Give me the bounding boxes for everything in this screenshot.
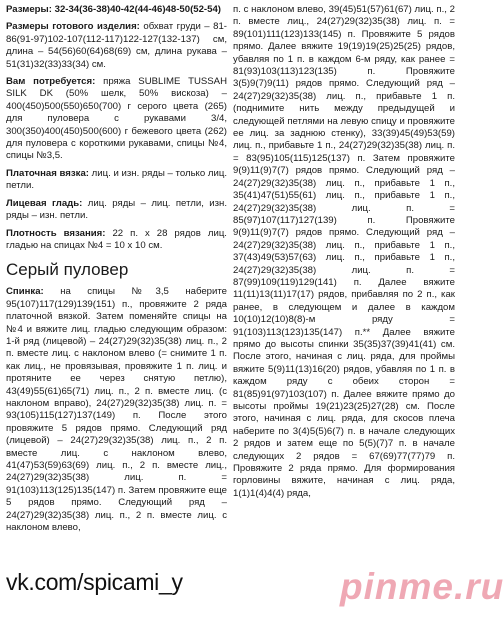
stockinette-value: лиц. ряды – лиц. петли, изн. ряды – изн. петли. bbox=[6, 197, 227, 222]
vk-watermark: vk.com/spicami_y bbox=[6, 569, 183, 595]
dims-paragraph bbox=[6, 21, 227, 71]
needs-label: Вам потребуется: bbox=[6, 76, 96, 88]
garter-value: лиц. и изн. ряды – только лиц. петли. bbox=[6, 167, 228, 192]
needs-paragraph bbox=[6, 76, 227, 163]
gauge-paragraph bbox=[6, 228, 227, 253]
left-column bbox=[6, 4, 227, 534]
gauge-label: Плотность вязания: bbox=[6, 227, 106, 239]
bottom-fade bbox=[0, 611, 459, 625]
section-heading: Серый пуловер bbox=[6, 260, 129, 280]
stockinette-label: Лицевая гладь: bbox=[6, 197, 83, 209]
garter-paragraph bbox=[6, 168, 227, 193]
gauge-value: 22 п. х 28 рядов лиц. гладью на спицах №4 = 10 х 10 см. bbox=[6, 227, 227, 251]
continuation-paragraph: п. с наклоном влево, 39(45)51(57)61(67) лиц. п., 2 п. вместе лиц., 24(27)29(32)35(38) лиц. п. = 89(101)111(123)133(145) п. Провяжите 5 рядов прямо. Далее вяжите 19(19)19(25)25(25) рядов, убавляя по 1 п. в каждом 6-м ряду, как ранее = 81(93)103(113)123(135) п. Провяжите 3(5)9(7)9(11) рядов прямо. Следующий ряд – 24(27)29(32)35(38) лиц. п., прибавьте 1 п. (поднимите нить между предыдущей и следующей петлями на левую спицу и провяжите ее лиц. за заднюю стенку), 33(39)45(49)53(59) лиц. п., прибавьте 1 п., 24(27)29(32)35(38) лиц. п. = 83(95)105(115)125(137) п. Затем провяжите 9(9)11(9)7(7) рядов прямо. Следующий ряд – 24(27)29(32)35(38) лиц. п., прибавьте 1 п., 35(41)47(51)55(61) лиц. п., прибавьте 1 п., 24(27)29(32)35(38) лиц. п. = 85(97)107(117)127(139) п. Провяжите 9(9)11(9)7(7) рядов прямо. Следующий ряд – 24(27)29(32)35(38) лиц. п., прибавьте 1 п., 37(43)49(53)57(63) лиц. п., прибавьте 1 п., 24(27)29(32)35(38) лиц. п. = 87(99)109(119)129(141) п. Далее вяжите 11(11)13(11)17(17) рядов, прибавляя по 2 п., как ранее, в следующем и далее в каждом 10(10)12(10)8(8)-м ряду = 91(103)113(123)135(147) п.** Далее вяжите прямо до высоты спинки 35(35)37(39)41(41) см. После этого, начиная с лиц. ряда, для проймы вяжите 5(9)11(13)16(20) рядов, убавляя по 1 п. в каждом ряду с обеих сторон = 81(85)91(97)103(107) п. Далее вяжите прямо до высоты проймы 19(21)23(25)27(28) см. После этого, начиная с лиц. ряда, для скосов плеча наберите по 3(4)5(5)6(7) п. в начале следующих 2 рядов и затем еще по 5(5)(7)7 п. в начале следующих 2 рядов = 67(69)77(77)79 п. Провяжите 2 ряда прямо. Для формирования горловины вяжите, начиная с лиц. ряда, 1(1)1(4)4(4) ряда, bbox=[233, 4, 455, 499]
back-value: на спицы №3,5 наберите 95(107)117(129)139(151) п., провяжите 2 ряда платочной вязкой. Затем поменяйте спицы на №4 и вяжите лиц. гладью следующим образом: 1-й ряд (лицевой) – 24(27)29(32)35(38) лиц. п., 2 п. вместе лиц. с наклоном влево (= снимите 1 п. как лиц., не провязывая, провяжите 1 п. лиц. и протяните ее через снятую петлю), 43(49)55(61)65(71) лиц. п., 2 п. вместе лиц. (с наклоном вправо), 24(27)29(32)35(38) лиц. п. = 93(105)115(127)137(149) п. После этого провяжите 5 рядов прямо. Следующий ряд (лицевой) – 24(27)29(32)35(38) лиц. п., 2 п. вместе лиц. с наклоном влево, 41(47)53(59)63(69) лиц. п., 2 п. вместе лиц., 24(27)29(32)35(38) лиц. п. = 91(103)113(125)135(147) п. Затем провяжите еще 5 рядов прямо. Следующий ряд – 24(27)29(32)35(38) лиц. п., 2 п. вместе лиц. с наклоном влево, bbox=[6, 286, 227, 534]
sizes-label: Размеры: bbox=[6, 4, 52, 15]
back-paragraph bbox=[6, 286, 227, 534]
dims-label: Размеры готового изделия: bbox=[6, 21, 140, 33]
back-label: Спинка: bbox=[6, 286, 44, 298]
garter-label: Платочная вязка: bbox=[6, 167, 89, 179]
sizes-paragraph bbox=[6, 4, 227, 16]
sizes-value: 32-34(36-38)40-42(44-46)48-50(52-54) bbox=[51, 4, 221, 15]
pinme-logo: pinme.ru bbox=[340, 566, 504, 607]
stockinette-paragraph bbox=[6, 198, 227, 223]
needs-value: пряжа SUBLIME TUSSAH SILK DK (50% шелк, 50% вискоза) – 400(450)500(550)650(700) г серого цвета (265) для пуловера с рукавами 3/4, 300(350)400(450)500(600) г бежевого цвета (262) для пуловера с короткими рукавами, спицы №4, спицы №3,5. bbox=[6, 76, 227, 162]
right-column bbox=[233, 4, 455, 500]
dims-value: обхват груди – 81-86(91-97)102-107(112-117)122-127(132-137) см, длина – 54(56)60(64)68(69) см, длина рукава – 51(31)32(33)33(34) см. bbox=[6, 21, 227, 70]
